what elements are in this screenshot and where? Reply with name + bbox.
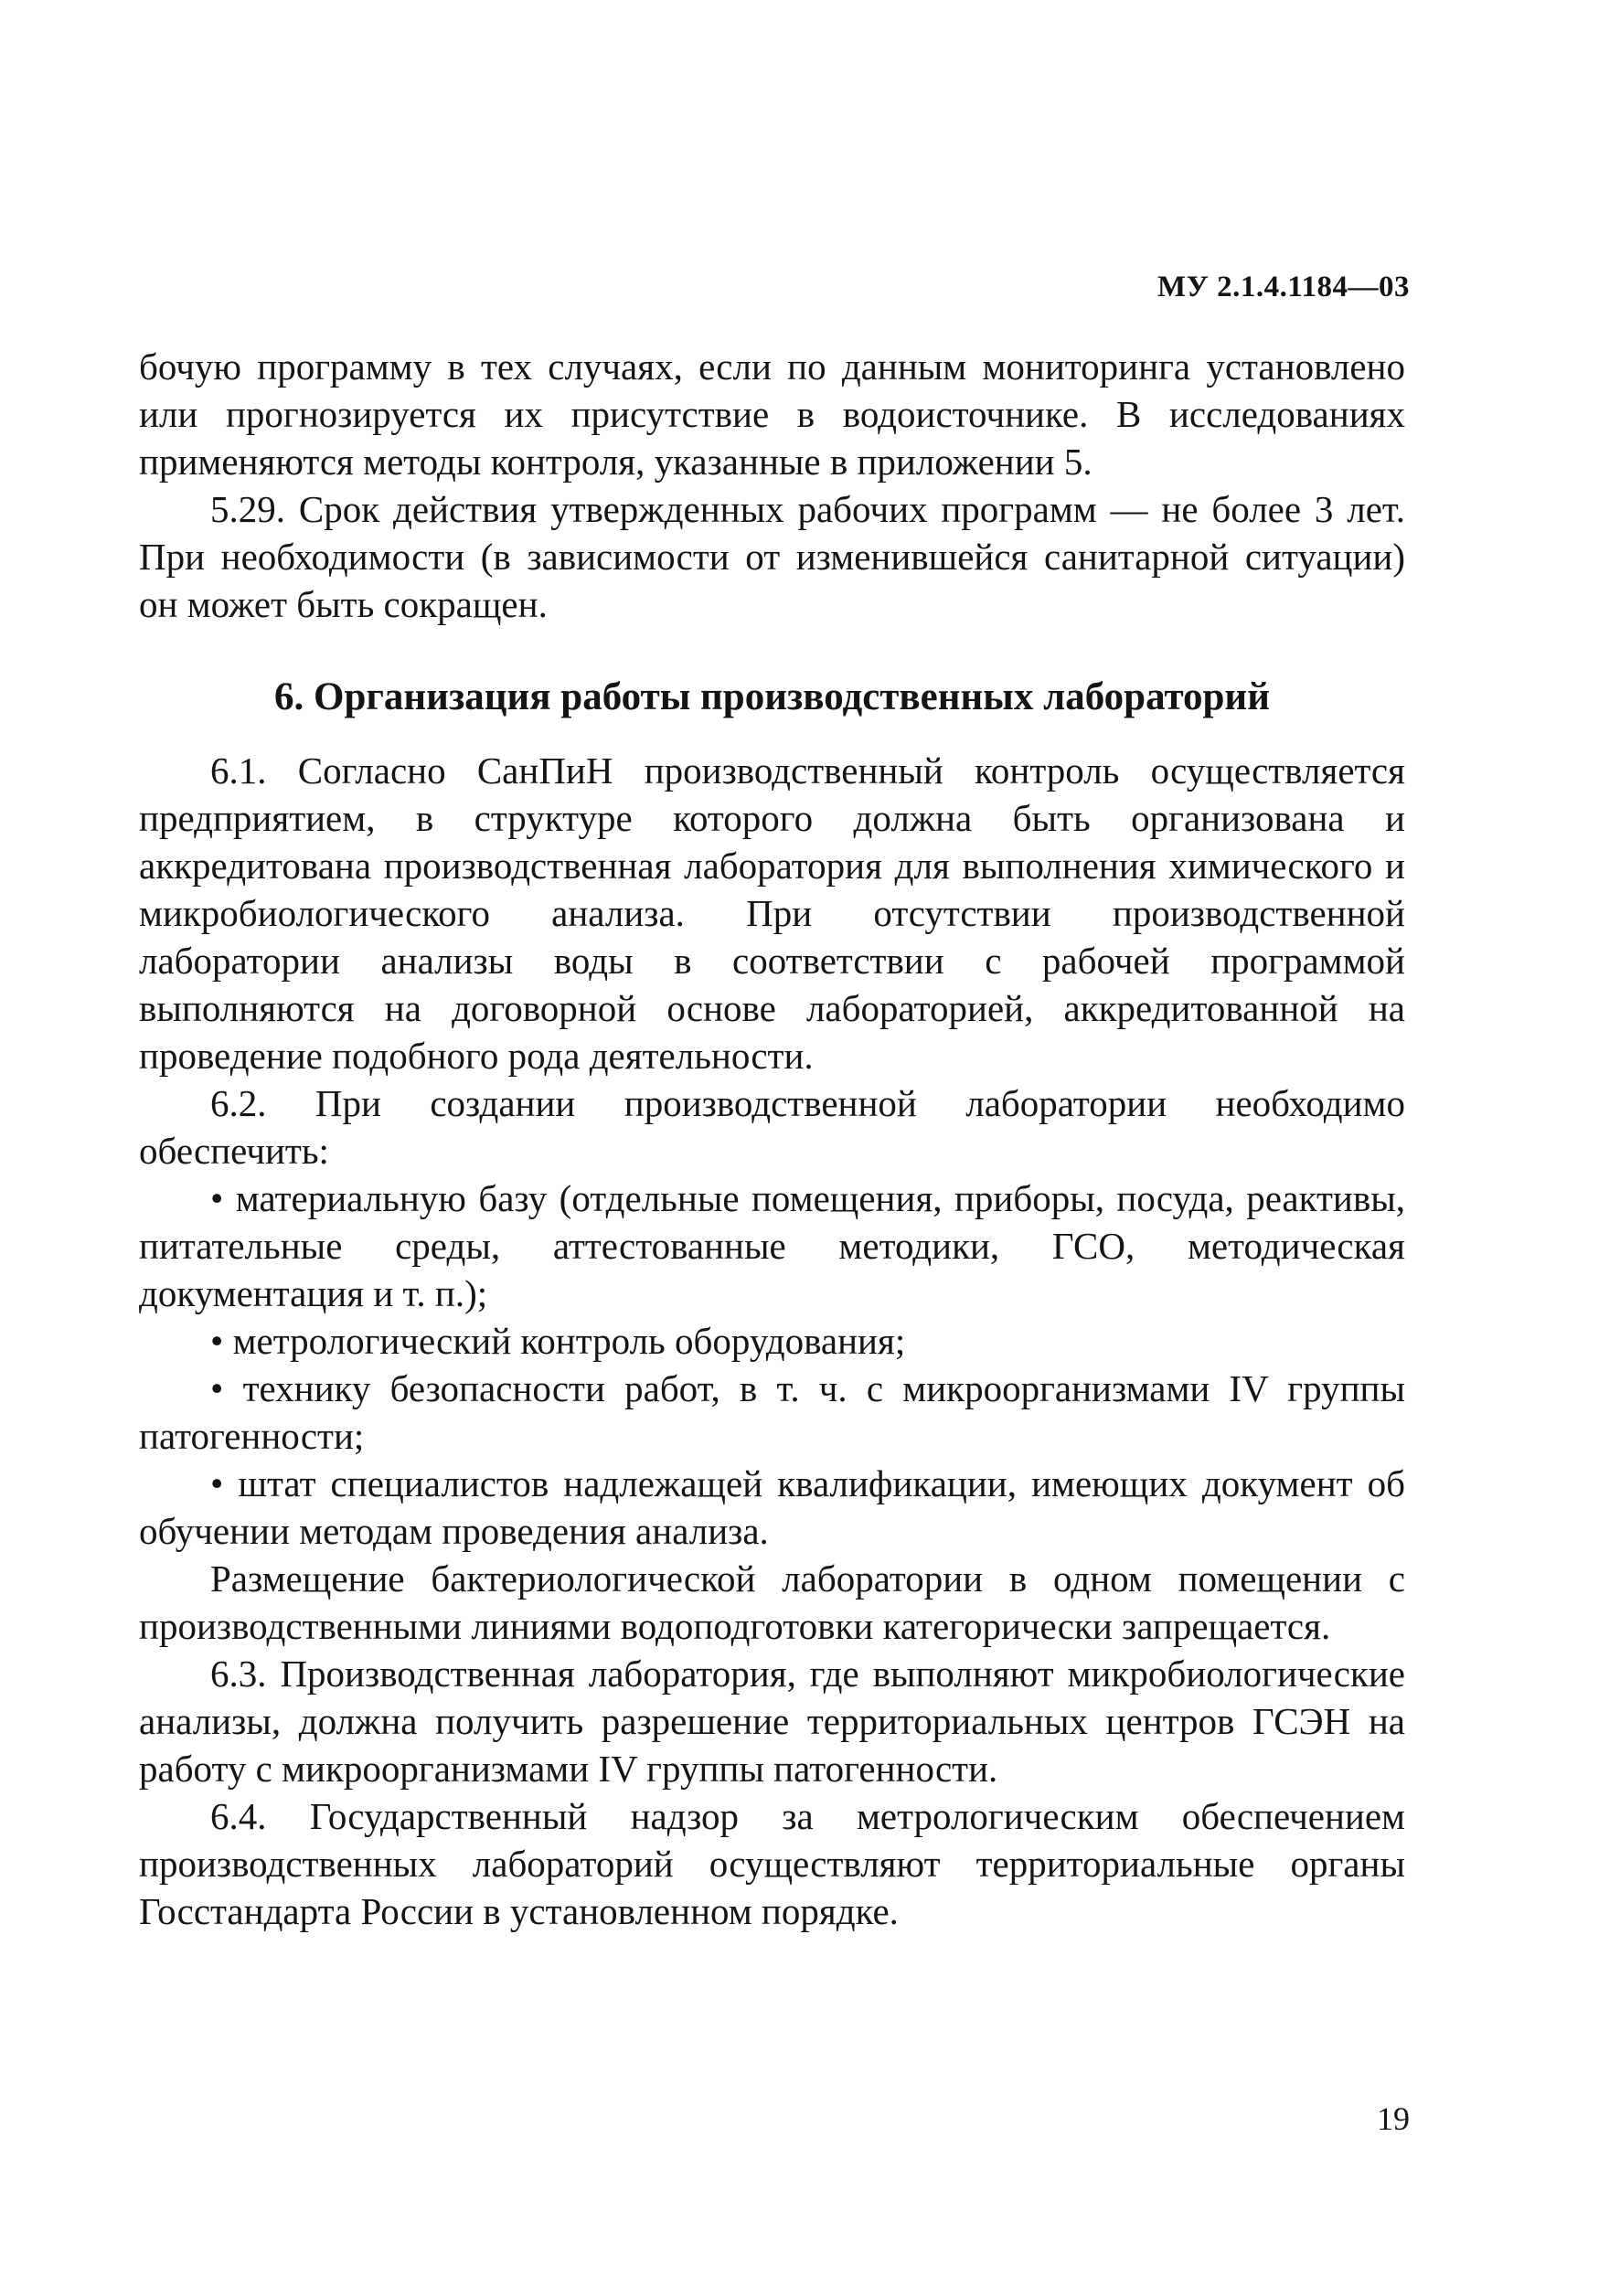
- bullet-item-safety: • технику безопасности работ, в т. ч. с микроорганизмами IV группы патогенности;: [139, 1365, 1405, 1460]
- bullet-item-material-base: • материальную базу (отдельные помещения, приборы, посуда, реактивы, питательные среды, аттестованные методики, ГСО, методическая документация и т. п.);: [139, 1175, 1405, 1317]
- paragraph-6-4: 6.4. Государственный надзор за метрологическим обеспечением производственных лабораторий осуществляют территориальные органы Госстандарта России в установленном порядке.: [139, 1795, 1405, 1932]
- bullet-item-metrological-control: • метрологический контроль оборудования;: [139, 1317, 1405, 1365]
- paragraph-6-1: 6.1. Согласно СанПиН производственный контроль осуществляется предприятием, в структуре которого должна быть организована и аккредитована производственная лаборатория для выполнения химического и микробиологического анализа. При отсутствии производственной лаборатории анализы воды в соответствии с рабочей программой выполняются на договорной основе лабораторией, аккредитованной на проведение подобного рода деятельности.: [139, 749, 1405, 1077]
- page-body: [139, 343, 1405, 1935]
- continued-paragraph: бочую программу в тех случаях, если по данным мониторинга установлено или прогнозируется их присутствие в водоисточнике. В исследованиях применяются методы контроля, указанные в приложении 5.: [139, 345, 1405, 483]
- paragraph-5-29: 5.29. Срок действия утвержденных рабочих программ — не более 3 лет. При необходимости (в зависимости от изменившейся санитарной ситуации) он может быть сокращен.: [139, 488, 1405, 625]
- paragraph-6-2: 6.2. При создании производственной лаборатории необходимо обеспечить:: [139, 1082, 1405, 1172]
- page-number: 19: [1377, 2100, 1410, 2137]
- paragraph-6-3: 6.3. Производственная лаборатория, где выполняют микробиологические анализы, должна получить разрешение территориальных центров ГСЭН на работу с микроорганизмами IV группы патогенности.: [139, 1653, 1405, 1790]
- document-code: МУ 2.1.4.1184—03: [1156, 271, 1410, 303]
- paragraph-placement: Размещение бактериологической лаборатории в одном помещении с производственными линиями водоподготовки категорически запрещается.: [139, 1557, 1405, 1647]
- section-6-heading: 6. Организация работы производственных лабораторий: [274, 675, 1270, 718]
- bullet-item-staff: • штат специалистов надлежащей квалификации, имеющих документ об обучении методам проведения анализа.: [139, 1460, 1405, 1555]
